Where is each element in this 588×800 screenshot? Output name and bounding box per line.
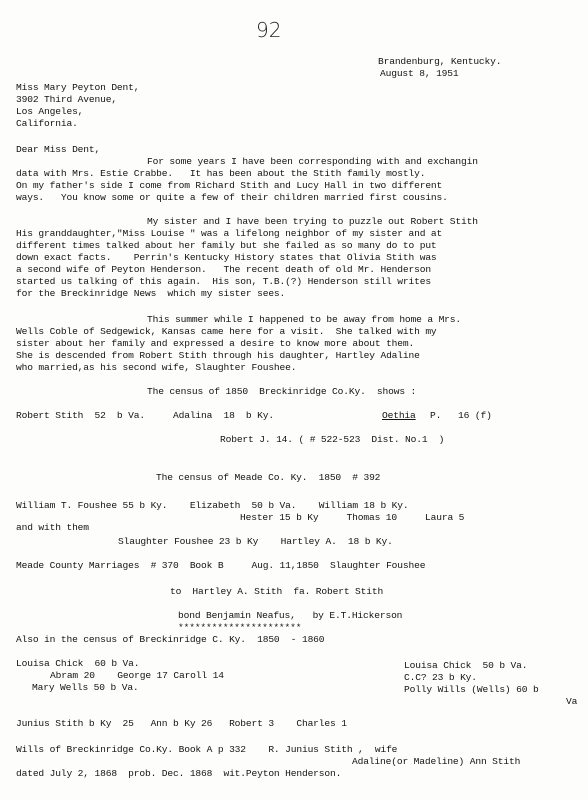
census-row: Louisa Chick 50 b Va.	[404, 660, 528, 671]
addressee-street: 3902 Third Avenue,	[16, 94, 117, 105]
census-row: Va	[566, 696, 578, 707]
addressee-city: Los Angeles,	[16, 106, 84, 117]
body-line: This summer while I happened to be away from home a Mrs.	[147, 314, 462, 325]
salutation: Dear Miss Dent,	[16, 144, 101, 155]
marriage-record: to Hartley A. Stith fa. Robert Stith	[170, 586, 384, 597]
census-row: Robert Stith 52 b Va. Adalina 18 b Ky.	[16, 410, 274, 421]
census-row: Hester 15 b Ky Thomas 10 Laura 5	[240, 512, 465, 523]
census-heading: The census of 1850 Breckinridge Co.Ky. shows :	[147, 386, 417, 397]
body-line: started us talking of this again. His son, T.B.(?) Henderson still writes	[16, 276, 431, 287]
body-line: For some years I have been corresponding with and exchangin	[147, 156, 478, 167]
page-number: 92	[256, 18, 282, 42]
body-line: On my father's side I come from Richard Stith and Lucy Hall in two different	[16, 180, 443, 191]
body-line: a second wife of Peyton Henderson. The recent death of old Mr. Henderson	[16, 264, 431, 275]
body-line: for the Breckinridge News which my sister sees.	[16, 288, 286, 299]
body-line: My sister and I have been trying to puzzle out Robert Stith	[147, 216, 478, 227]
census-heading: The census of Meade Co. Ky. 1850 # 392	[156, 472, 381, 483]
census-row: Mary Wells 50 b Va.	[32, 682, 139, 693]
marriage-record: Meade County Marriages # 370 Book B Aug. 11,1850 Slaughter Foushee	[16, 560, 426, 571]
separator-stars: **********************	[178, 622, 302, 633]
body-line: Wells Coble of Sedgewick, Kansas came here for a visit. She talked with my	[16, 326, 437, 337]
census-row: William T. Foushee 55 b Ky. Elizabeth 50 b Va. William 18 b Ky.	[16, 500, 409, 511]
census-row: Robert J. 14. ( # 522-523 Dist. No.1 )	[220, 434, 445, 445]
census-row: Abram 20 George 17 Caroll 14	[50, 670, 224, 681]
census-row: Louisa Chick 60 b Va.	[16, 658, 140, 669]
body-line: who married,as his second wife, Slaughter Foushee.	[16, 362, 297, 373]
census-row: Polly Wills (Wells) 60 b	[404, 684, 539, 695]
body-line: sister about her family and expressed a desire to know more about them.	[16, 338, 415, 349]
will-record: Adaline(or Madeline) Ann Stith	[352, 756, 521, 767]
will-record: dated July 2, 1868 prob. Dec. 1868 wit.Peyton Henderson.	[16, 768, 342, 779]
census-row: C.C? 23 b Ky.	[404, 672, 477, 683]
body-line: ways. You know some or quite a few of their children married first cousins.	[16, 192, 448, 203]
body-line: She is descended from Robert Stith through his daughter, Hartley Adaline	[16, 350, 420, 361]
addressee-name: Miss Mary Peyton Dent,	[16, 82, 140, 93]
census-row: Slaughter Foushee 23 b Ky Hartley A. 18 b Ky.	[118, 536, 393, 547]
body-line: different times talked about her family but she failed as so many do to put	[16, 240, 437, 251]
body-line: His granddaughter,"Miss Louise " was a lifelong neighbor of my sister and at	[16, 228, 443, 239]
addressee-state: California.	[16, 118, 78, 129]
census-heading: Also in the census of Breckinridge C. Ky. 1850 - 1860	[16, 634, 325, 645]
census-row: and with them	[16, 522, 89, 533]
header-date: August 8, 1951	[380, 68, 459, 79]
census-name-oethia: Oethia	[382, 410, 416, 421]
header-place: Brandenburg, Kentucky.	[378, 56, 502, 67]
body-line: down exact facts. Perrin's Kentucky History states that Olivia Stith was	[16, 252, 437, 263]
body-line: data with Mrs. Estie Crabbe. It has been about the Stith family mostly.	[16, 168, 426, 179]
census-row: Junius Stith b Ky 25 Ann b Ky 26 Robert 3 Charles 1	[16, 718, 347, 729]
marriage-record: bond Benjamin Neafus, by E.T.Hickerson	[178, 610, 403, 621]
census-row-end: P. 16 (f)	[430, 410, 492, 421]
will-record: Wills of Breckinridge Co.Ky. Book A p 332 R. Junius Stith , wife	[16, 744, 398, 755]
